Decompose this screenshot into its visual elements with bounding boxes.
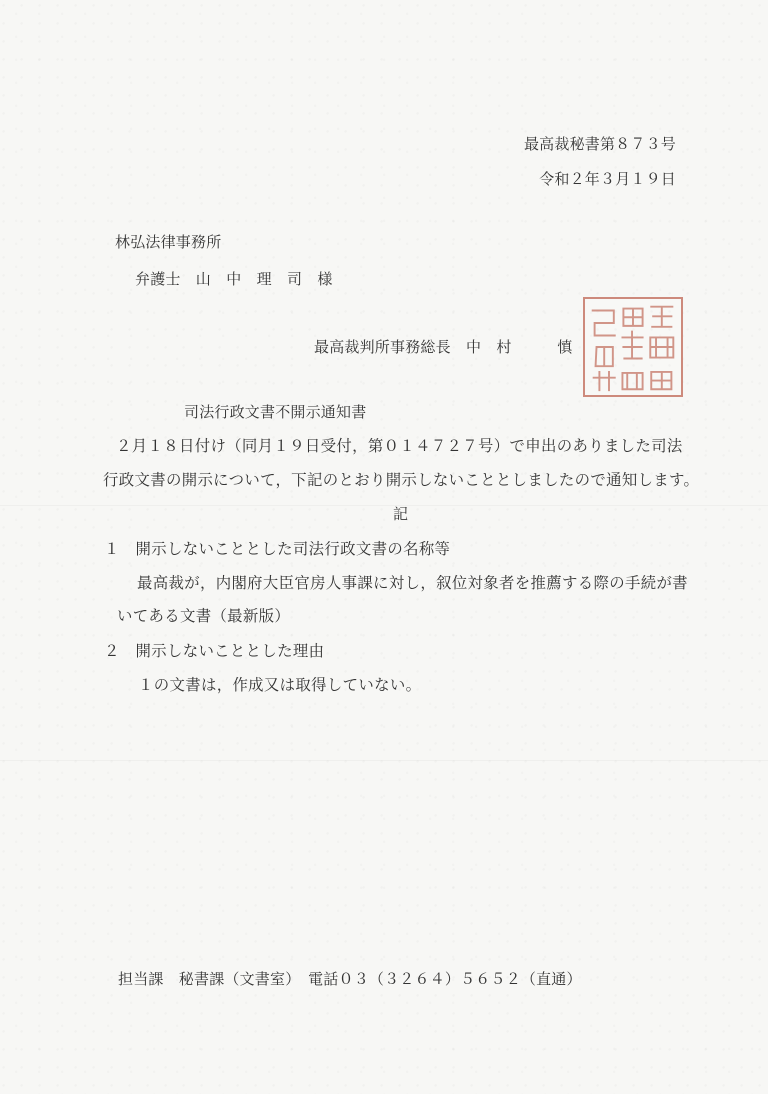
seal-icon [585, 299, 681, 395]
intro-line-2: 行政文書の開示について，下記のとおり開示しないこととしましたので通知します。 [103, 471, 700, 489]
fold-line [0, 505, 768, 506]
document-title: 司法行政文書不開示通知書 [184, 403, 367, 421]
document-date: 令和２年３月１９日 [539, 170, 676, 188]
sender-name: 最高裁判所事務総長 中 村 慎 [314, 338, 573, 356]
official-seal [583, 297, 683, 397]
intro-line-1: ２月１８日付け（同月１９日受付，第０１４７２７号）で申出のありました司法 [116, 437, 683, 455]
recipient-name: 弁護士 山 中 理 司 様 [135, 270, 333, 288]
ki-heading: 記 [393, 505, 409, 523]
item-2-heading: ２ 開示しないこととした理由 [104, 642, 325, 660]
item-1-body-line-1: 最高裁が，内閣府大臣官房人事課に対し，叙位対象者を推薦する際の手続が書 [137, 574, 688, 592]
item-1-body-line-2: いてある文書（最新版） [117, 607, 291, 625]
item-2-body: １の文書は，作成又は取得していない。 [138, 676, 422, 694]
reference-number: 最高裁秘書第８７３号 [523, 135, 676, 153]
item-1-heading: １ 開示しないこととした司法行政文書の名称等 [104, 540, 451, 558]
fold-line [0, 760, 768, 761]
contact-info: 担当課 秘書課（文書室） 電話０３（３２６４）５６５２（直通） [118, 970, 582, 988]
recipient-firm: 林弘法律事務所 [115, 233, 222, 251]
